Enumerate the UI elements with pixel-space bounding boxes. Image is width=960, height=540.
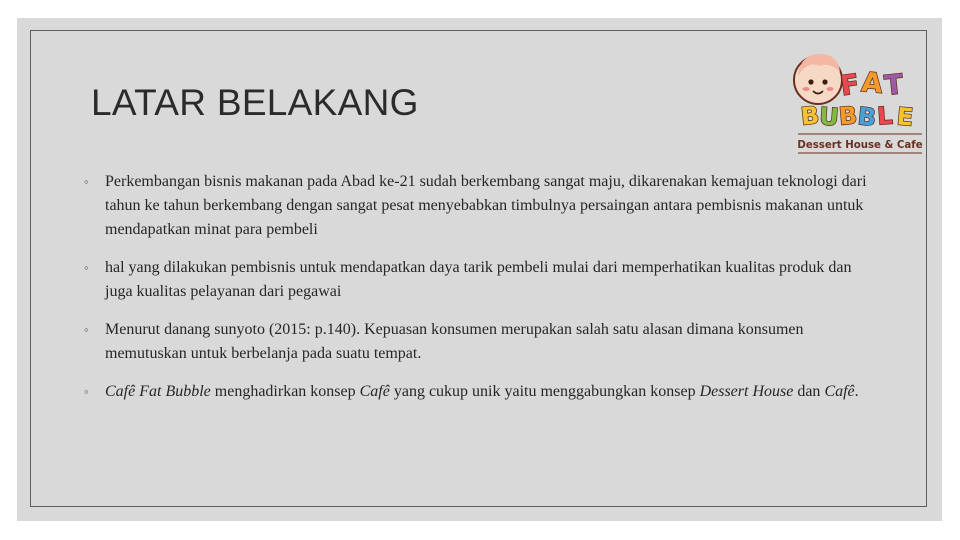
bullet-text xyxy=(105,173,867,238)
bullet-item xyxy=(84,318,874,366)
text-run: dan xyxy=(793,383,825,400)
bullet-item xyxy=(84,380,874,404)
text-run: yang cukup unik yaitu menggabungkan konsep xyxy=(389,383,700,400)
bullet-item xyxy=(84,170,874,242)
bullet-marker-icon: ◦ xyxy=(84,384,89,399)
logo-letter: B xyxy=(837,101,859,131)
logo-letter: U xyxy=(818,102,840,132)
bullet-marker-icon: ◦ xyxy=(84,260,89,275)
logo-letter: L xyxy=(876,101,894,131)
bullet-text xyxy=(105,259,851,300)
logo-letter: T xyxy=(883,69,905,102)
text-run: Menurut danang sunyoto (2015: p.140). Kepuasan konsumen merupakan salah satu alasan dimana konsumen memutuskan untuk berbelanja pada suatu tempat. xyxy=(105,321,804,362)
logo-letter: A xyxy=(860,67,884,100)
bullet-text xyxy=(105,383,859,400)
logo-letter: E xyxy=(895,102,915,132)
text-run: Perkembangan bisnis makanan pada Abad ke-21 sudah berkembang sangat maju, dikarenakan kemajuan teknologi dari tahun ke tahun berkembang dengan sangat pesat menyebabkan timbulnya persaingan antara pembisnis makanan untuk mendapatkan minat para pembeli xyxy=(105,173,867,238)
slide xyxy=(17,18,942,521)
italic-text: Cafê xyxy=(359,383,390,400)
text-run: menghadirkan konsep xyxy=(210,383,360,400)
italic-text: Cafê Fat Bubble xyxy=(105,383,211,400)
bullet-text xyxy=(105,321,804,362)
italic-text: Cafê xyxy=(824,383,855,400)
logo-letter: F xyxy=(838,68,862,103)
bullet-list xyxy=(84,170,874,418)
bullet-marker-icon: ◦ xyxy=(84,322,89,337)
italic-text: Dessert House xyxy=(699,383,794,400)
text-run: hal yang dilakukan pembisnis untuk mendapatkan daya tarik pembeli mulai dari memperhatikan kualitas produk dan juga kualitas pelayanan dari pegawai xyxy=(105,259,852,300)
logo-subtitle: Dessert House & Cafe xyxy=(797,140,923,151)
mascot-face-icon xyxy=(794,54,842,104)
bullet-marker-icon: ◦ xyxy=(84,174,89,189)
bullet-item xyxy=(84,256,874,304)
logo-letter: B xyxy=(856,102,878,132)
text-run: . xyxy=(854,383,859,400)
logo-letter: B xyxy=(799,101,821,131)
fat-bubble-logo xyxy=(790,36,930,161)
slide-title: LATAR BELAKANG xyxy=(91,82,419,123)
